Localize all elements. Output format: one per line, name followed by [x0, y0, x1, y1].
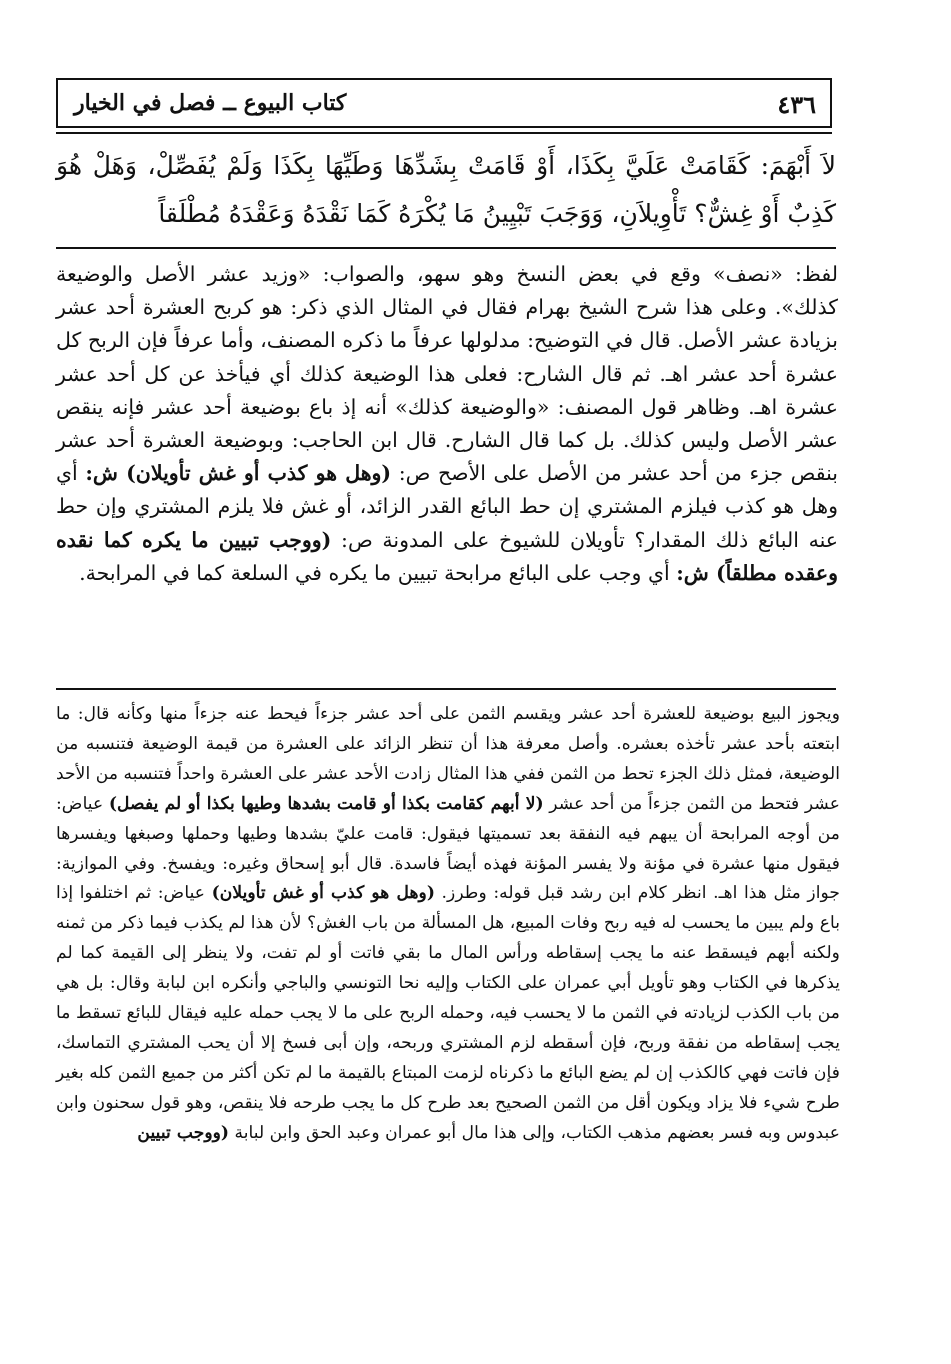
commentary-quote: (ووجب تبيين — [137, 1122, 230, 1143]
commentary-quote: (لا أبهم كقامت بكذا أو قامت بشدها وطيها بكذا أو لم يفصل) — [108, 793, 544, 814]
matn-divider — [56, 247, 836, 249]
page-header — [56, 78, 832, 128]
commentary-text: عياض: من أوجه المرابحة أن يبهم فيه النفقة بعد تسميتها فيقول: قامت عليّ بشدها وطيها وحملها وصبغها ويفسرها فيقول منها عشرة في مؤنة ولا يفسر المؤنة فهذه أيضاً فاسدة. قال أبو إسحاق وغيره: ويفسخ. وفي الموازية: جواز مثل هذا اهـ. انظر كلام ابن رشد قبل قوله: وطرز. — [56, 793, 841, 904]
page-number: ٤٣٦ — [777, 90, 816, 119]
matn-paragraph: لاَ أَبْهَمَ: كَقَامَتْ عَلَيَّ بِكَذَا، أَوْ قَامَتْ بِشَدِّهَا وَطَيِّهَا بِكَذَا وَلَمْ يُفَصِّلْ، وَهَلْ هُوَ كَذِبٌ أَوْ غِشٌّ؟ تَأْوِيلاَنِ، وَوَجَبَ تَبْيِينُ مَا يُكْرَهُ كَمَا نَقْدَهُ وَعَقْدَهُ مُطْلَقاً — [56, 151, 836, 228]
matn-text-block — [56, 142, 836, 238]
running-title: كتاب البيوع ــ فصل في الخيار — [74, 90, 347, 116]
commentary-text: أي وهل هو كذب فيلزم المشتري إن حط البائع القدر الزائد، أو غش فلا يلزم المشتري وإن حط عنه البائع ذلك المقدار؟ تأويلان للشيوخ على المدونة ص: — [56, 461, 838, 552]
commentary-text: ويجوز البيع بوضيعة للعشرة أحد عشر ويقسم الثمن على أحد عشر جزءاً فيحط عنه جزءاً منها وكأنه قال: ما ابتعته بأحد عشر تأخذه بعشره. وأصل معرفة هذا أن تنظر الزائد على العشرة من قيمة الوضيعة فتنسبه من الوضيعة، فمثل ذلك الجزء تحط من الثمن ففي هذا المثال زادت الأحد عشر على العشرة واحداً فتنسبه من الأحد عشر فتحط من الثمن جزءاً من أحد عشر — [56, 704, 840, 814]
commentary-bottom-block — [56, 700, 840, 1149]
commentary-bottom-paragraph — [56, 700, 840, 1149]
commentary-text: لفظ: «نصف» وقع في بعض النسخ وهو سهو، والصواب: «وزيد عشر الأصل والوضيعة كذلك». وعلى هذا شرح الشيخ بهرام فقال في المثال الذي ذكر: هو كربح العشرة أحد عشر بزيادة عشر الأصل. قال في التوضيح: مدلولها عرفاً ما ذكره المصنف، وأما عرفاً فإن الربح كل عشرة أحد عشر اهـ. ثم قال الشارح: فعلى هذا الوضيعة كذلك أي فيأخذ عن كل أحد عشر عشرة اهـ. وظاهر قول المصنف: «والوضيعة كذلك» أنه إذ باع بوضيعة أحد عشر فإنه ينقص عشر الأصل وليس كذلك. بل كما قال الشارح. قال ابن الحاجب: وبوضيعة العشرة أحد عشر بنقص جزء من أحد عشر من الأصل على الأصح ص: — [56, 262, 839, 486]
commentary-quote: (ووجب تبيين ما يكره كما نقده وعقده مطلقاً) ش: — [56, 527, 838, 585]
commentary-text: أي وجب على البائع مرابحة تبيين ما يكره في السلعة كما في المرابحة. — [79, 560, 677, 585]
commentary-quote: (وهل هو كذب أو غش تأويلان) — [211, 883, 435, 904]
commentary-top-paragraph — [56, 258, 838, 590]
commentary-text: عياض: ثم اختلفوا إذا باع ولم يبين ما يحسب له فيه ربح وفات المبيع، هل المسألة من باب الغش؟ لأن هذا لم يكذب فيما ذكر من ثمنه ولكنه أبهم فيسقط عنه ما يجب إسقاطه ورأس المال ما بقي فاتت أو لم تفت، ولا ينظر إلى القيمة كما لم يذكرها في الكتاب وهو تأويل أبي عمران على الكتاب وإليه نحا التونسي والباجي وأنكره ابن لبابة وقال: بل هي من باب الكذب لزيادته في الثمن ما لا يحسب فيه، وحمله الربح على ما لا يجب حمله عليه فيقال للبائع تسقط ما يجب إسقاطه من نفقة وربح، فإن أسقطه لزم المشتري وربحه، وإن أبى فسخ إلا أن يحب المشتري التماسك، فإن فاتت فهي كالكذب إن لم يضع البائع ما ذكرناه لزمت المبتاع بالقيمة ما لم تكن أكثر من جميع الثمن كله بغير طرح شيء فلا يزاد ويكون أقل من الثمن الصحيح بعد طرح كل ما يجب طرحه فلا ينقص، وهو قول سحنون وابن عبدوس وبه فسر بعضهم مذهب الكتاب، وإلى هذا مال أبو عمران وعبد الحق وابن لبابة — [56, 883, 840, 1143]
commentary-top-block — [56, 258, 838, 590]
commentary-divider — [56, 688, 836, 690]
commentary-quote: (وهل هو كذب أو غش تأويلان) ش: — [85, 461, 392, 486]
